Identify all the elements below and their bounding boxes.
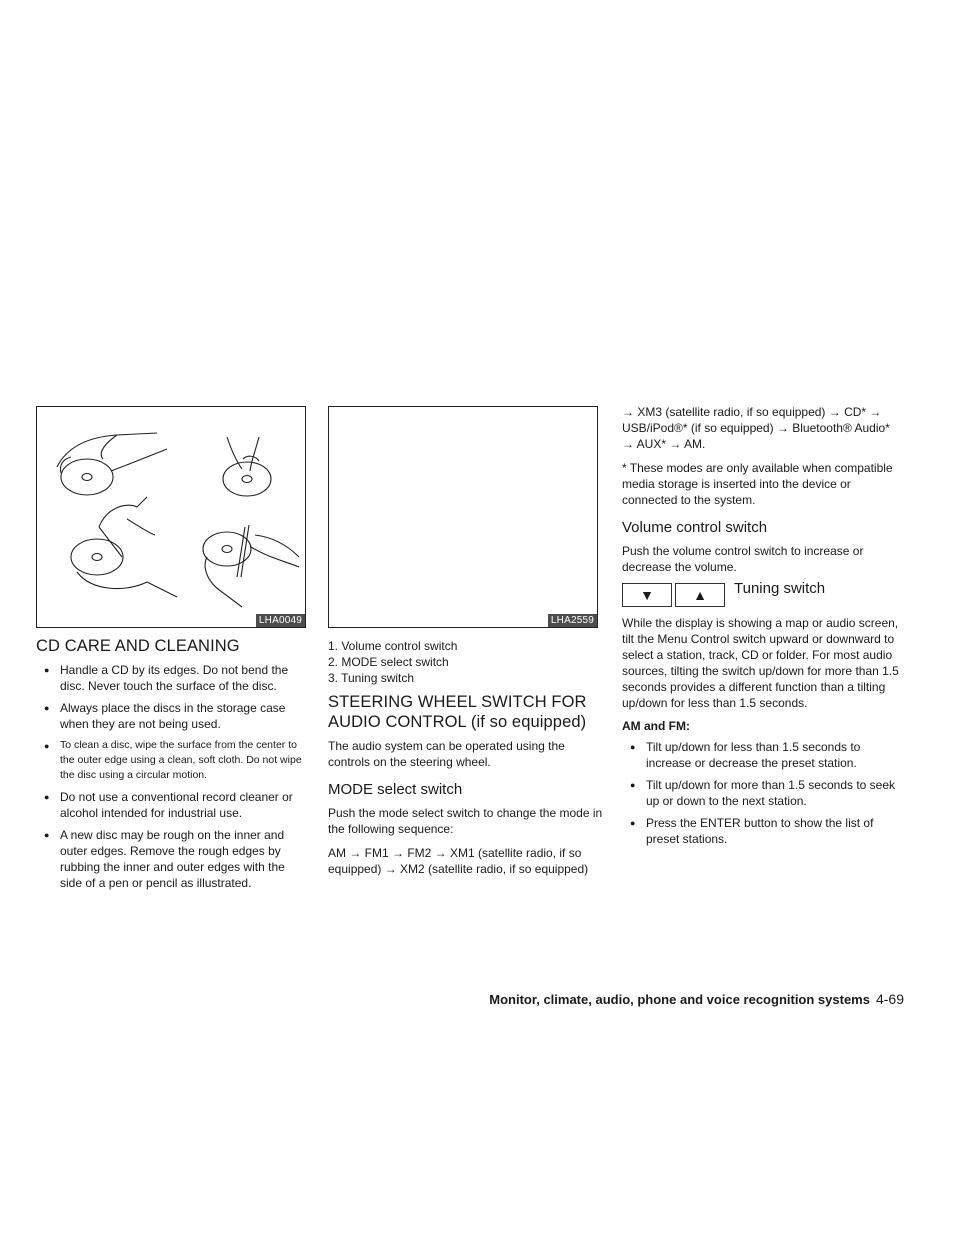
tilt-up-icon: ▲ xyxy=(675,583,725,607)
footer-section-title: Monitor, climate, audio, phone and voice recognition systems xyxy=(489,992,870,1007)
tuning-switch-header xyxy=(622,580,900,607)
list-item: ● Always place the discs in the storage case when they are not being used. xyxy=(44,700,308,732)
page-number: 4-69 xyxy=(875,991,904,1007)
section-heading: STEERING WHEEL SWITCH FOR AUDIO CONTROL (if so equipped) xyxy=(328,693,587,731)
list-item: ● Press the ENTER button to show the list of preset stations. xyxy=(630,815,900,847)
page-footer xyxy=(489,991,904,1007)
subsection-heading: Volume control switch xyxy=(622,519,768,536)
tuning-text: While the display is showing a map or audio screen, tilt the Menu Control switch upward or downward to select a station, track, CD or folder. For most audio sources, tilting the switch up/down for more than 1.5 seconds provides a different function than a tilting up/down for less than 1.5 seconds. xyxy=(622,616,899,710)
list-item: 1. Volume control switch xyxy=(328,639,458,653)
right-column xyxy=(622,406,900,853)
list-item: ● Tilt up/down for more than 1.5 seconds to seek up or down to the next station. xyxy=(630,777,900,809)
list-item: ● A new disc may be rough on the inner and outer edges. Remove the rough edges by rubbing the inner and outer edges with the side of a pen or pencil as illustrated. xyxy=(44,827,308,891)
footnote: * These modes are only available when compatible media storage is inserted into the device or connected to the system. xyxy=(622,461,893,507)
list-item: 3. Tuning switch xyxy=(328,671,415,685)
list-item: ● Tilt up/down for less than 1.5 seconds to increase or decrease the preset station. xyxy=(630,739,900,771)
intro-text: The audio system can be operated using the controls on the steering wheel. xyxy=(328,739,565,769)
volume-text: Push the volume control switch to increase or decrease the volume. xyxy=(622,544,864,574)
am-fm-label: AM and FM: xyxy=(622,719,690,733)
mode-sequence-continued: → XM3 (satellite radio, if so equipped) → CD* → USB/iPod®* (if so equipped) → Bluetooth® Audio* → AUX* → AM. xyxy=(622,405,890,451)
mode-text: Push the mode select switch to change the mode in the following sequence: xyxy=(328,806,603,836)
list-item: ● Do not use a conventional record cleaner or alcohol intended for industrial use. xyxy=(44,789,308,821)
list-item: ● To clean a disc, wipe the surface from the center to the outer edge using a clean, soft cloth. Do not wipe the disc using a circular motion. xyxy=(44,738,308,783)
list-item: 2. MODE select switch xyxy=(328,655,449,669)
switch-legend xyxy=(328,638,603,686)
mode-sequence: AM → FM1 → FM2 → XM1 (satellite radio, if so equipped) → XM2 (satellite radio, if so equipped) xyxy=(328,846,589,876)
list-item: ● Handle a CD by its edges. Do not bend the disc. Never touch the surface of the disc. xyxy=(44,662,308,694)
cd-handling-drawing xyxy=(37,407,305,627)
subsection-heading: Tuning switch xyxy=(734,580,826,597)
steering-wheel-switch-illustration xyxy=(328,406,598,628)
subsection-heading: MODE select switch xyxy=(328,781,463,798)
tilt-down-icon: ▼ xyxy=(622,583,672,607)
cd-cleaning-illustration xyxy=(36,406,306,628)
left-column xyxy=(36,406,308,897)
figure-id: LHA0049 xyxy=(256,614,305,627)
am-fm-list xyxy=(622,739,900,847)
cd-care-list xyxy=(36,662,308,891)
figure-id: LHA2559 xyxy=(548,614,597,627)
middle-column xyxy=(328,406,603,885)
section-heading: CD CARE AND CLEANING xyxy=(36,637,240,655)
